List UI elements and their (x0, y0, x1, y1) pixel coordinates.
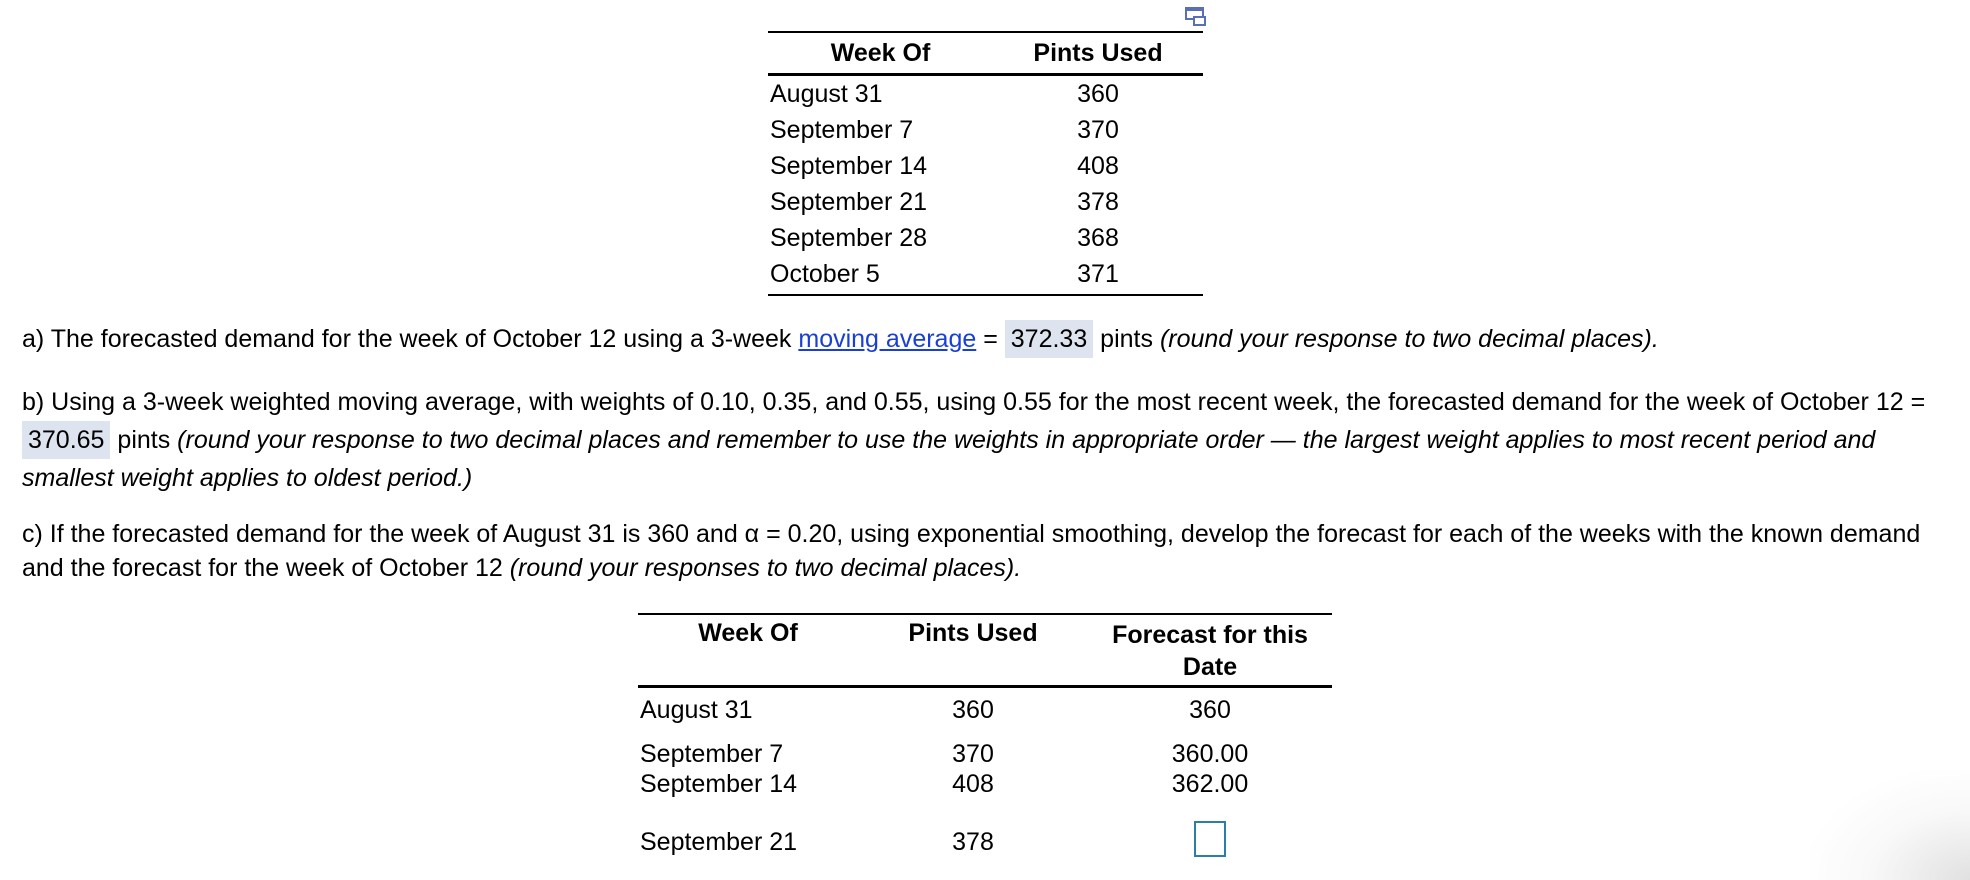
pints-cell: 378 (952, 828, 994, 856)
exponential-smoothing-table (638, 613, 1332, 866)
forecast-cell: 362.00 (1171, 770, 1249, 798)
forecast-input[interactable] (1194, 821, 1226, 857)
week-cell: September 14 (770, 152, 928, 180)
week-cell: August 31 (770, 80, 883, 108)
pints-cell: 360 (1077, 80, 1119, 108)
week-cell: October 5 (770, 260, 880, 288)
moving-average-link[interactable]: moving average (798, 325, 977, 353)
pints-cell: 370 (1077, 116, 1119, 144)
forecast-cell: 360.00 (1171, 740, 1249, 768)
table-row (768, 112, 1203, 148)
question-b (22, 383, 1952, 497)
corner-shadow (1810, 770, 1970, 880)
question-a-text: a) The forecasted demand for the week of October 12 using a 3-week (22, 325, 799, 353)
table-header (768, 33, 1203, 76)
rounding-note: (round your responses to two decimal places). (509, 554, 1022, 582)
pints-cell: 378 (1077, 188, 1119, 216)
header-pints-used: Pints Used (1033, 39, 1163, 67)
question-a (22, 320, 1952, 358)
pints-cell: 408 (952, 770, 994, 798)
rounding-note: (round your response to two decimal places and remember to use the weights in appropriate order — the largest weight applies to most recent period and smallest weight applies to oldest period.) (22, 426, 1876, 492)
question-c (22, 517, 1952, 585)
table-row (768, 148, 1203, 184)
week-cell: September 7 (640, 740, 784, 768)
table-row (638, 688, 1332, 732)
table-row (638, 732, 1332, 770)
unit-pints: pints (1093, 325, 1160, 353)
answer-a-field[interactable]: 372.33 (1005, 320, 1093, 358)
table-row (768, 184, 1203, 220)
pints-cell: 408 (1077, 152, 1119, 180)
unit-pints: pints (110, 426, 178, 454)
pints-cell: 360 (952, 696, 994, 724)
pints-cell: 368 (1077, 224, 1119, 252)
table-header (638, 615, 1332, 688)
week-cell: September 14 (640, 770, 798, 798)
question-c-text: c) If the forecasted demand for the week of August 31 is 360 and α = 0.20, using exponential smoothing, develop the forecast for each of the weeks with the known demand and the forecast for the week of October 12 (22, 520, 1921, 582)
pints-cell: 371 (1077, 260, 1119, 288)
table-row (638, 818, 1332, 866)
forecast-cell: 360 (1189, 696, 1231, 724)
week-cell: September 28 (770, 224, 928, 252)
week-cell: September 7 (770, 116, 914, 144)
table-row (768, 220, 1203, 256)
table-row (638, 770, 1332, 818)
week-cell: August 31 (640, 696, 753, 724)
answer-b-field[interactable]: 370.65 (22, 421, 110, 459)
header-week-of: Week Of (698, 619, 798, 647)
rounding-note: (round your response to two decimal places). (1159, 325, 1659, 353)
table-row (768, 256, 1203, 292)
equals-sign: = (976, 325, 1005, 353)
pints-used-table (768, 31, 1203, 296)
week-cell: September 21 (640, 828, 798, 856)
header-week-of: Week Of (830, 39, 931, 67)
forecast-cell (1088, 821, 1332, 864)
popout-window-icon[interactable] (1183, 4, 1209, 30)
week-cell: September 21 (770, 188, 928, 216)
pints-cell: 370 (952, 740, 994, 768)
header-pints-used: Pints Used (908, 619, 1038, 647)
header-forecast: Forecast for this Date (1112, 621, 1308, 681)
table-row (768, 76, 1203, 112)
question-b-text: b) Using a 3-week weighted moving average, with weights of 0.10, 0.35, and 0.55, using 0.55 for the most recent week, the forecasted demand for the week of October 12 = (22, 388, 1926, 416)
